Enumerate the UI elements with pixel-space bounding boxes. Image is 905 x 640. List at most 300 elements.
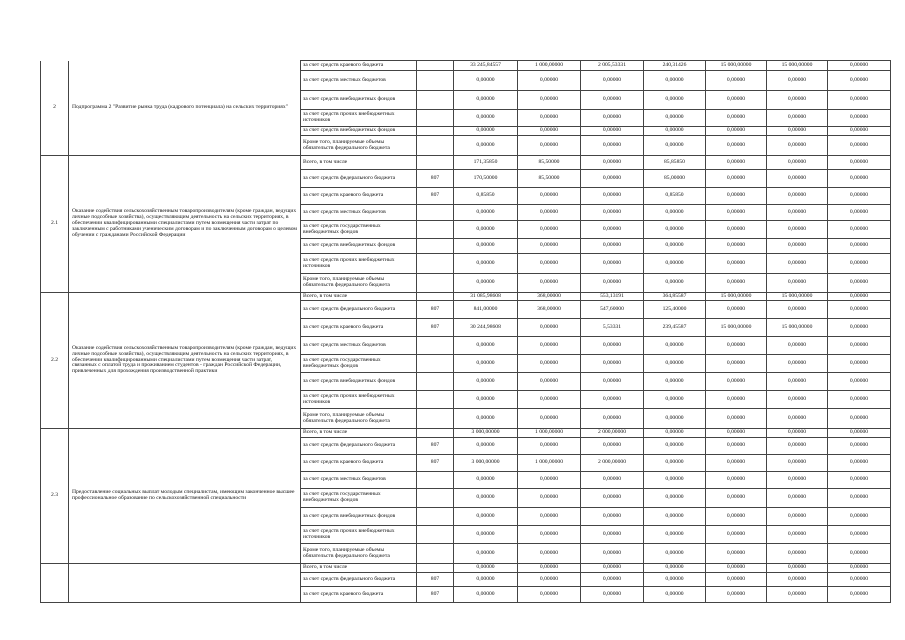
- year-value-cell: 0,00000: [644, 337, 706, 355]
- year-value-cell: 85,85850: [644, 156, 706, 170]
- year-value-cell: 0,00000: [828, 489, 891, 508]
- year-value-cell: 0,00000: [706, 573, 767, 587]
- funding-source-cell: за счет средств прочих внебюджетных источников: [301, 526, 417, 544]
- funding-source-cell: Кроме того, планируемые объемы обязательств федерального бюджета: [301, 544, 417, 564]
- budget-code-cell: [417, 71, 454, 91]
- table-row: [41, 429, 891, 438]
- year-value-cell: 0,00000: [767, 564, 828, 573]
- funding-source-cell: за счет средств государственных внебюджетных фондов: [301, 355, 417, 373]
- year-value-cell: 0,00000: [581, 489, 644, 508]
- year-value-cell: 0,00000: [706, 391, 767, 409]
- total-value-cell: 0,00000: [454, 254, 518, 274]
- item-name-cell: Оказание содействия сельскохозяйственным товаропроизводителям (кроме граждан, ведущих личные подсобные хозяйства), осуществляющим деятельность на сельских территориях, в обеспечении квалифицированными специалистами путем возмещения части затрат, связанных с оплатой труда и проживанием студентов - граждан Российской Федерации, привлеченных для прохождения производственной практики: [69, 293, 301, 429]
- funding-source-cell: за счет средств внебюджетных фондов: [301, 239, 417, 254]
- year-value-cell: 0,00000: [581, 391, 644, 409]
- funding-source-cell: за счет средств местных бюджетов: [301, 71, 417, 91]
- budget-code-cell: 807: [417, 573, 454, 587]
- year-value-cell: 547,60000: [581, 301, 644, 319]
- total-value-cell: 0,00000: [454, 573, 518, 587]
- year-value-cell: 0,00000: [518, 587, 581, 603]
- year-value-cell: 0,00000: [767, 110, 828, 127]
- year-value-cell: 0,00000: [706, 71, 767, 91]
- year-value-cell: 0,00000: [828, 170, 891, 188]
- year-value-cell: 0,00000: [581, 188, 644, 205]
- item-name-cell: Подпрограмма 2 "Развитие рынка труда (кадрового потенциала) на сельских территориях": [69, 61, 301, 156]
- year-value-cell: 0,00000: [767, 136, 828, 156]
- year-value-cell: 0,00000: [581, 526, 644, 544]
- year-value-cell: 0,00000: [644, 438, 706, 455]
- budget-code-cell: [417, 355, 454, 373]
- year-value-cell: 0,00000: [644, 409, 706, 429]
- year-value-cell: 0,00000: [644, 544, 706, 564]
- year-value-cell: 0,00000: [828, 573, 891, 587]
- year-value-cell: 0,00000: [828, 274, 891, 293]
- budget-table-body: [41, 61, 891, 603]
- year-value-cell: 0,00000: [767, 188, 828, 205]
- year-value-cell: 0,00000: [706, 91, 767, 110]
- year-value-cell: 0,00000: [706, 110, 767, 127]
- year-value-cell: 85,00000: [644, 170, 706, 188]
- year-value-cell: 0,00000: [828, 508, 891, 526]
- budget-code-cell: [417, 472, 454, 489]
- total-value-cell: 0,00000: [454, 489, 518, 508]
- funding-source-cell: за счет средств прочих внебюджетных источников: [301, 391, 417, 409]
- year-value-cell: 0,00000: [518, 221, 581, 239]
- item-number-cell: 2.2: [41, 293, 69, 429]
- year-value-cell: 0,00000: [767, 587, 828, 603]
- total-value-cell: 0,00000: [454, 438, 518, 455]
- year-value-cell: 0,00000: [706, 409, 767, 429]
- year-value-cell: 0,00000: [706, 254, 767, 274]
- year-value-cell: 0,00000: [828, 221, 891, 239]
- year-value-cell: 0,00000: [767, 573, 828, 587]
- year-value-cell: 0,00000: [581, 91, 644, 110]
- total-value-cell: 0,85850: [454, 188, 518, 205]
- year-value-cell: 0,00000: [644, 254, 706, 274]
- funding-source-cell: Всего, в том числе: [301, 429, 417, 438]
- year-value-cell: 0,00000: [706, 205, 767, 221]
- year-value-cell: 0,00000: [706, 373, 767, 391]
- total-value-cell: 0,00000: [454, 274, 518, 293]
- year-value-cell: 0,00000: [706, 455, 767, 472]
- year-value-cell: 0,00000: [767, 526, 828, 544]
- budget-code-cell: [417, 544, 454, 564]
- year-value-cell: 0,00000: [581, 136, 644, 156]
- year-value-cell: 125,40000: [644, 301, 706, 319]
- year-value-cell: 0,00000: [767, 429, 828, 438]
- year-value-cell: 0,00000: [644, 71, 706, 91]
- year-value-cell: 0,00000: [644, 455, 706, 472]
- year-value-cell: 0,00000: [581, 127, 644, 136]
- year-value-cell: 0,00000: [828, 205, 891, 221]
- budget-code-cell: [417, 156, 454, 170]
- year-value-cell: 239,45587: [644, 319, 706, 337]
- year-value-cell: 0,00000: [767, 508, 828, 526]
- funding-source-cell: за счет средств краевого бюджета: [301, 61, 417, 71]
- total-value-cell: 0,00000: [454, 136, 518, 156]
- total-value-cell: 0,00000: [454, 205, 518, 221]
- year-value-cell: 0,00000: [828, 61, 891, 71]
- total-value-cell: 0,00000: [454, 391, 518, 409]
- year-value-cell: 0,00000: [767, 438, 828, 455]
- year-value-cell: 15 000,00000: [706, 61, 767, 71]
- year-value-cell: 0,00000: [706, 136, 767, 156]
- funding-source-cell: за счет средств государственных внебюджетных фондов: [301, 489, 417, 508]
- funding-source-cell: за счет средств внебюджетных фондов: [301, 127, 417, 136]
- item-name-cell: [69, 564, 301, 603]
- year-value-cell: 1 000,00000: [518, 429, 581, 438]
- year-value-cell: 0,00000: [706, 170, 767, 188]
- year-value-cell: 0,00000: [706, 508, 767, 526]
- year-value-cell: 0,00000: [828, 188, 891, 205]
- year-value-cell: 0,00000: [767, 301, 828, 319]
- funding-source-cell: за счет средств краевого бюджета: [301, 587, 417, 603]
- year-value-cell: 0,00000: [706, 274, 767, 293]
- year-value-cell: 0,00000: [828, 293, 891, 301]
- year-value-cell: 0,00000: [518, 508, 581, 526]
- item-number-cell: 2.1: [41, 156, 69, 293]
- year-value-cell: 0,00000: [644, 587, 706, 603]
- budget-code-cell: [417, 205, 454, 221]
- total-value-cell: 0,00000: [454, 71, 518, 91]
- total-value-cell: 171,35850: [454, 156, 518, 170]
- year-value-cell: 0,00000: [767, 71, 828, 91]
- year-value-cell: 0,00000: [518, 489, 581, 508]
- funding-source-cell: за счет средств местных бюджетов: [301, 472, 417, 489]
- table-row: [41, 293, 891, 301]
- year-value-cell: 0,00000: [581, 71, 644, 91]
- funding-source-cell: за счет средств государственных внебюджетных фондов: [301, 221, 417, 239]
- budget-code-cell: [417, 337, 454, 355]
- budget-code-cell: 807: [417, 455, 454, 472]
- year-value-cell: 0,00000: [581, 409, 644, 429]
- table-row: [41, 61, 891, 71]
- item-name-cell: Предоставление социальных выплат молодым специалистам, имеющим законченное высшее профессиональное образование по сельскохозяйственной специальности: [69, 429, 301, 564]
- year-value-cell: 0,00000: [581, 472, 644, 489]
- total-value-cell: 33 245,84557: [454, 61, 518, 71]
- total-value-cell: 0,00000: [454, 564, 518, 573]
- year-value-cell: 0,00000: [644, 274, 706, 293]
- year-value-cell: 0,00000: [767, 544, 828, 564]
- year-value-cell: 0,00000: [518, 71, 581, 91]
- year-value-cell: 0,00000: [706, 355, 767, 373]
- year-value-cell: 0,00000: [581, 337, 644, 355]
- year-value-cell: 0,00000: [828, 355, 891, 373]
- year-value-cell: 0,00000: [644, 127, 706, 136]
- total-value-cell: 31 085,98608: [454, 293, 518, 301]
- budget-code-cell: 807: [417, 587, 454, 603]
- year-value-cell: 0,00000: [644, 355, 706, 373]
- budget-code-cell: [417, 409, 454, 429]
- year-value-cell: 0,00000: [644, 508, 706, 526]
- year-value-cell: 2 005,53331: [581, 61, 644, 71]
- year-value-cell: 0,00000: [828, 564, 891, 573]
- budget-code-cell: [417, 274, 454, 293]
- year-value-cell: 2 000,00000: [581, 455, 644, 472]
- total-value-cell: 0,00000: [454, 127, 518, 136]
- funding-source-cell: Всего, в том числе: [301, 293, 417, 301]
- funding-source-cell: за счет средств федерального бюджета: [301, 573, 417, 587]
- year-value-cell: 0,00000: [644, 373, 706, 391]
- funding-source-cell: за счет средств внебюджетных фондов: [301, 373, 417, 391]
- year-value-cell: 0,00000: [767, 337, 828, 355]
- year-value-cell: 0,00000: [828, 301, 891, 319]
- year-value-cell: 0,00000: [706, 221, 767, 239]
- funding-source-cell: за счет средств местных бюджетов: [301, 337, 417, 355]
- year-value-cell: 0,00000: [767, 91, 828, 110]
- year-value-cell: 15 000,00000: [767, 61, 828, 71]
- budget-code-cell: [417, 110, 454, 127]
- year-value-cell: 0,00000: [828, 429, 891, 438]
- year-value-cell: 0,00000: [518, 409, 581, 429]
- year-value-cell: 240,31426: [644, 61, 706, 71]
- year-value-cell: 0,00000: [518, 319, 581, 337]
- year-value-cell: 85,50000: [518, 156, 581, 170]
- year-value-cell: 0,00000: [644, 91, 706, 110]
- year-value-cell: 0,00000: [644, 429, 706, 438]
- year-value-cell: 0,00000: [706, 429, 767, 438]
- year-value-cell: 0,00000: [518, 274, 581, 293]
- budget-code-cell: 807: [417, 319, 454, 337]
- year-value-cell: 0,00000: [518, 127, 581, 136]
- year-value-cell: 0,00000: [518, 254, 581, 274]
- year-value-cell: 0,00000: [767, 409, 828, 429]
- budget-code-cell: 807: [417, 438, 454, 455]
- year-value-cell: 0,00000: [706, 564, 767, 573]
- total-value-cell: 0,00000: [454, 544, 518, 564]
- year-value-cell: 0,00000: [581, 205, 644, 221]
- year-value-cell: 0,00000: [767, 472, 828, 489]
- year-value-cell: 0,00000: [518, 373, 581, 391]
- budget-code-cell: [417, 254, 454, 274]
- year-value-cell: 15 000,00000: [767, 293, 828, 301]
- year-value-cell: 0,00000: [767, 274, 828, 293]
- year-value-cell: 0,00000: [518, 91, 581, 110]
- year-value-cell: 0,00000: [581, 221, 644, 239]
- year-value-cell: 0,00000: [767, 156, 828, 170]
- year-value-cell: 5,53331: [581, 319, 644, 337]
- total-value-cell: 3 000,00000: [454, 429, 518, 438]
- year-value-cell: 0,00000: [644, 391, 706, 409]
- year-value-cell: 0,00000: [644, 472, 706, 489]
- year-value-cell: 368,00000: [518, 301, 581, 319]
- year-value-cell: 0,00000: [581, 564, 644, 573]
- year-value-cell: 0,00000: [581, 587, 644, 603]
- year-value-cell: 0,00000: [767, 391, 828, 409]
- year-value-cell: 0,00000: [581, 373, 644, 391]
- year-value-cell: 0,00000: [518, 110, 581, 127]
- year-value-cell: 0,00000: [706, 301, 767, 319]
- total-value-cell: 0,00000: [454, 508, 518, 526]
- budget-code-cell: [417, 429, 454, 438]
- year-value-cell: 0,00000: [767, 170, 828, 188]
- year-value-cell: 0,00000: [644, 489, 706, 508]
- total-value-cell: 0,00000: [454, 526, 518, 544]
- year-value-cell: 0,00000: [644, 110, 706, 127]
- year-value-cell: 0,85850: [644, 188, 706, 205]
- year-value-cell: 0,00000: [767, 455, 828, 472]
- year-value-cell: 0,00000: [828, 438, 891, 455]
- total-value-cell: 0,00000: [454, 337, 518, 355]
- funding-source-cell: за счет средств федерального бюджета: [301, 170, 417, 188]
- year-value-cell: 0,00000: [706, 526, 767, 544]
- year-value-cell: 0,00000: [706, 544, 767, 564]
- budget-code-cell: [417, 526, 454, 544]
- year-value-cell: 0,00000: [518, 526, 581, 544]
- funding-source-cell: за счет средств краевого бюджета: [301, 188, 417, 205]
- year-value-cell: 0,00000: [644, 205, 706, 221]
- year-value-cell: 0,00000: [828, 239, 891, 254]
- table-row: [41, 564, 891, 573]
- year-value-cell: 0,00000: [706, 489, 767, 508]
- year-value-cell: 15 000,00000: [706, 319, 767, 337]
- year-value-cell: 0,00000: [581, 274, 644, 293]
- year-value-cell: 0,00000: [706, 239, 767, 254]
- year-value-cell: 0,00000: [644, 564, 706, 573]
- year-value-cell: 0,00000: [518, 391, 581, 409]
- total-value-cell: 170,50000: [454, 170, 518, 188]
- year-value-cell: 15 000,00000: [706, 293, 767, 301]
- budget-table: [40, 60, 891, 603]
- item-number-cell: [41, 564, 69, 603]
- budget-code-cell: 807: [417, 301, 454, 319]
- year-value-cell: 0,00000: [518, 564, 581, 573]
- year-value-cell: 0,00000: [767, 239, 828, 254]
- total-value-cell: 841,00000: [454, 301, 518, 319]
- year-value-cell: 0,00000: [828, 127, 891, 136]
- year-value-cell: 0,00000: [644, 573, 706, 587]
- year-value-cell: 0,00000: [644, 136, 706, 156]
- year-value-cell: 0,00000: [828, 319, 891, 337]
- year-value-cell: 0,00000: [706, 156, 767, 170]
- year-value-cell: 0,00000: [767, 254, 828, 274]
- funding-source-cell: за счет средств внебюджетных фондов: [301, 91, 417, 110]
- year-value-cell: 0,00000: [518, 337, 581, 355]
- budget-code-cell: [417, 221, 454, 239]
- budget-code-cell: [417, 489, 454, 508]
- budget-code-cell: [417, 293, 454, 301]
- year-value-cell: 0,00000: [518, 136, 581, 156]
- year-value-cell: 0,00000: [767, 205, 828, 221]
- year-value-cell: 0,00000: [767, 489, 828, 508]
- year-value-cell: 0,00000: [644, 221, 706, 239]
- funding-source-cell: Всего, в том числе: [301, 156, 417, 170]
- funding-source-cell: за счет средств местных бюджетов: [301, 205, 417, 221]
- total-value-cell: 0,00000: [454, 239, 518, 254]
- funding-source-cell: за счет средств федерального бюджета: [301, 301, 417, 319]
- funding-source-cell: Кроме того, планируемые объемы обязательств федерального бюджета: [301, 409, 417, 429]
- year-value-cell: 0,00000: [706, 472, 767, 489]
- year-value-cell: 0,00000: [518, 438, 581, 455]
- year-value-cell: 0,00000: [828, 409, 891, 429]
- year-value-cell: 0,00000: [767, 355, 828, 373]
- budget-code-cell: [417, 373, 454, 391]
- year-value-cell: 0,00000: [828, 136, 891, 156]
- year-value-cell: 0,00000: [581, 573, 644, 587]
- year-value-cell: 0,00000: [581, 508, 644, 526]
- budget-code-cell: [417, 564, 454, 573]
- year-value-cell: 0,00000: [828, 526, 891, 544]
- budget-code-cell: [417, 61, 454, 71]
- item-name-cell: Оказание содействия сельскохозяйственным товаропроизводителям (кроме граждан, ведущих личные подсобные хозяйства), осуществляющим деятельность на сельских территориях, в обеспечении квалифицированными специалистами путем возмещения части затрат по заключенным с работниками ученическим договорам и по заключенным договорам о целевом обучении с гражданами Российской Федерации: [69, 156, 301, 293]
- budget-code-cell: [417, 136, 454, 156]
- year-value-cell: 0,00000: [581, 239, 644, 254]
- year-value-cell: 0,00000: [828, 391, 891, 409]
- year-value-cell: 85,50000: [518, 170, 581, 188]
- funding-source-cell: за счет средств внебюджетных фондов: [301, 508, 417, 526]
- year-value-cell: 0,00000: [518, 239, 581, 254]
- funding-source-cell: за счет средств федерального бюджета: [301, 438, 417, 455]
- year-value-cell: 0,00000: [767, 127, 828, 136]
- year-value-cell: 0,00000: [581, 170, 644, 188]
- year-value-cell: 368,00000: [518, 293, 581, 301]
- year-value-cell: 0,00000: [581, 254, 644, 274]
- year-value-cell: 0,00000: [706, 587, 767, 603]
- year-value-cell: 0,00000: [828, 71, 891, 91]
- total-value-cell: 0,00000: [454, 587, 518, 603]
- funding-source-cell: за счет средств краевого бюджета: [301, 455, 417, 472]
- funding-source-cell: за счет средств краевого бюджета: [301, 319, 417, 337]
- funding-source-cell: за счет средств прочих внебюджетных источников: [301, 254, 417, 274]
- year-value-cell: 0,00000: [581, 110, 644, 127]
- year-value-cell: 0,00000: [767, 221, 828, 239]
- table-row: [41, 156, 891, 170]
- funding-source-cell: Кроме того, планируемые объемы обязательств федерального бюджета: [301, 136, 417, 156]
- year-value-cell: 0,00000: [581, 544, 644, 564]
- year-value-cell: 364,85587: [644, 293, 706, 301]
- total-value-cell: 0,00000: [454, 409, 518, 429]
- year-value-cell: 0,00000: [518, 573, 581, 587]
- funding-source-cell: за счет средств прочих внебюджетных источников: [301, 110, 417, 127]
- year-value-cell: 0,00000: [644, 526, 706, 544]
- year-value-cell: 0,00000: [767, 373, 828, 391]
- year-value-cell: 0,00000: [828, 544, 891, 564]
- year-value-cell: 0,00000: [706, 127, 767, 136]
- year-value-cell: 0,00000: [518, 205, 581, 221]
- total-value-cell: 0,00000: [454, 221, 518, 239]
- year-value-cell: 0,00000: [581, 355, 644, 373]
- total-value-cell: 0,00000: [454, 91, 518, 110]
- year-value-cell: 0,00000: [828, 254, 891, 274]
- year-value-cell: 0,00000: [828, 110, 891, 127]
- year-value-cell: 0,00000: [581, 156, 644, 170]
- budget-code-cell: [417, 91, 454, 110]
- budget-code-cell: [417, 127, 454, 136]
- total-value-cell: 3 000,00000: [454, 455, 518, 472]
- total-value-cell: 0,00000: [454, 373, 518, 391]
- year-value-cell: 0,00000: [644, 239, 706, 254]
- year-value-cell: 0,00000: [518, 188, 581, 205]
- year-value-cell: 0,00000: [828, 373, 891, 391]
- year-value-cell: 0,00000: [828, 587, 891, 603]
- year-value-cell: 0,00000: [828, 455, 891, 472]
- year-value-cell: 1 000,00000: [518, 455, 581, 472]
- funding-source-cell: Кроме того, планируемые объемы обязательств федерального бюджета: [301, 274, 417, 293]
- total-value-cell: 0,00000: [454, 472, 518, 489]
- item-number-cell: 2: [41, 61, 69, 156]
- total-value-cell: 0,00000: [454, 110, 518, 127]
- budget-code-cell: 807: [417, 188, 454, 205]
- item-number-cell: 2.3: [41, 429, 69, 564]
- year-value-cell: 0,00000: [828, 472, 891, 489]
- budget-code-cell: 807: [417, 170, 454, 188]
- year-value-cell: 0,00000: [828, 156, 891, 170]
- budget-code-cell: [417, 508, 454, 526]
- total-value-cell: 0,00000: [454, 355, 518, 373]
- budget-code-cell: [417, 391, 454, 409]
- year-value-cell: 0,00000: [706, 337, 767, 355]
- total-value-cell: 30 244,98608: [454, 319, 518, 337]
